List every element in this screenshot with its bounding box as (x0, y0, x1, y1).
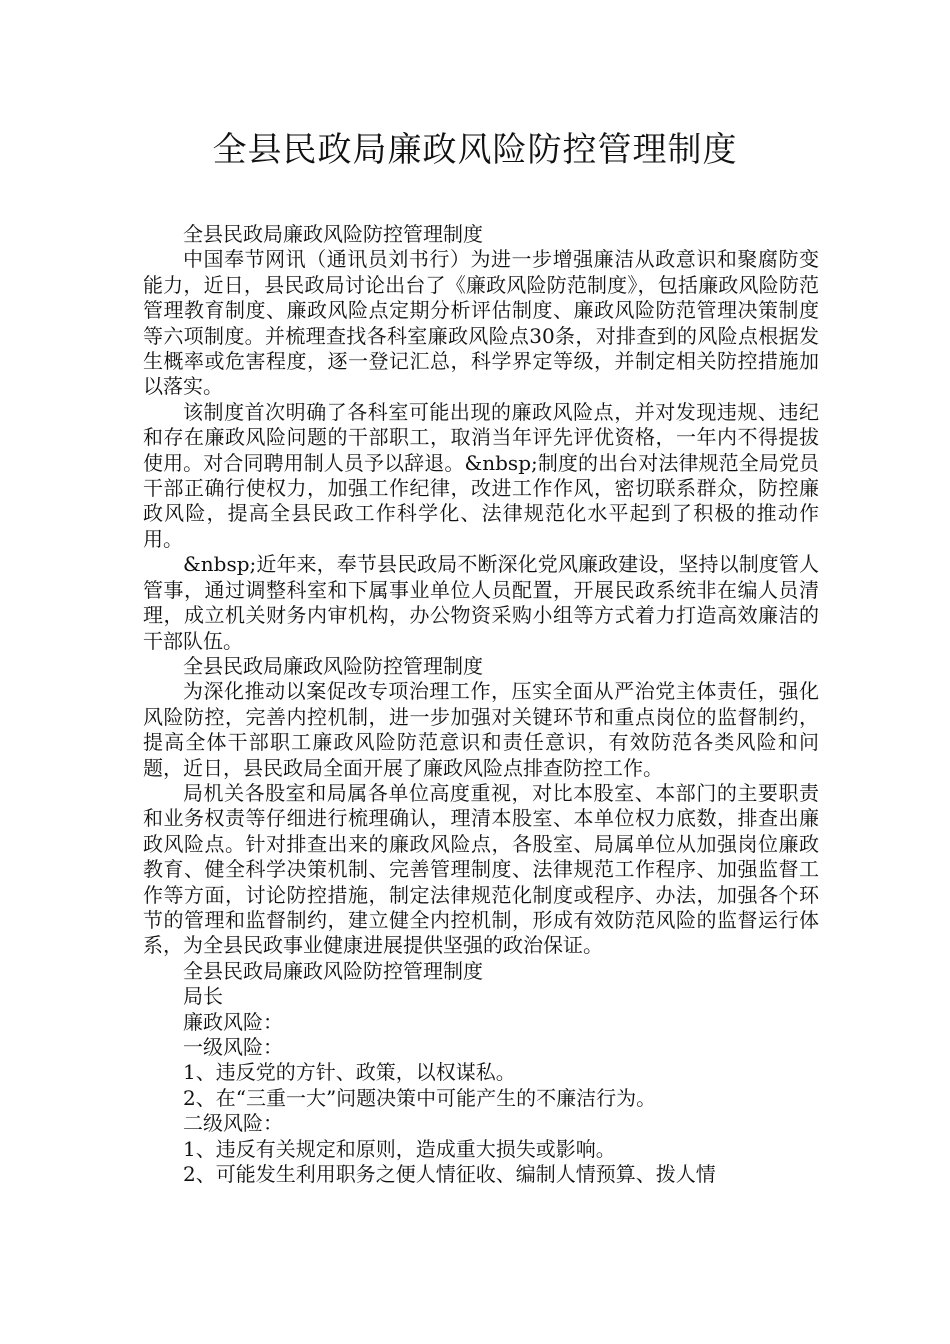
paragraph: 为深化推动以案促改专项治理工作，压实全面从严治党主体责任，强化风险防控，完善内控机制，进一步加强对关键环节和重点岗位的监督制约，提高全体干部职工廉政风险防范意识和责任意识，有效防范各类风险和问题，近日，县民政局全面开展了廉政风险点排查防控工作。 (143, 679, 819, 780)
paragraph: 2、在“三重一大”问题决策中可能产生的不廉洁行为。 (183, 1085, 657, 1110)
document-title: 全县民政局廉政风险防控管理制度 (212, 130, 738, 170)
paragraph: 1、违反有关规定和原则，造成重大损失或影响。 (183, 1136, 616, 1161)
paragraph: 局机关各股室和局属各单位高度重视，对比本股室、本部门的主要职责和业务权责等仔细进行梳理确认，理清本股室、本单位权力底数，排查出廉政风险点。针对排查出来的廉政风险点，各股室、局属单位从加强岗位廉政教育、健全科学决策机制、完善管理制度、法律规范工作程序、加强监督工作等方面，讨论防控措施，制定法律规范化制度或程序、办法，加强各个环节的管理和监督制约，建立健全内控机制，形成有效防范风险的监督运行体系，为全县民政事业健康进展提供坚强的政治保证。 (143, 780, 819, 958)
paragraph: 局长 (183, 984, 223, 1009)
paragraph: 全县民政局廉政风险防控管理制度 (183, 222, 483, 246)
paragraph: 2、可能发生利用职务之便人情征收、编制人情预算、拨人情 (183, 1162, 716, 1187)
paragraph: 该制度首次明确了各科室可能出现的廉政风险点，并对发现违规、违纪和存在廉政风险问题的干部职工，取消当年评先评优资格，一年内不得提拔使用。对合同聘用制人员予以辞退。&nbsp;制度的出台对法律规范全局党员干部正确行使权力，加强工作纪律，改进工作作风，密切联系群众，防控廉政风险，提高全县民政工作科学化、法律规范化水平起到了积极的推动作用。 (143, 399, 819, 551)
paragraph: 1、违反党的方针、政策，以权谋私。 (183, 1060, 516, 1085)
paragraph: 全县民政局廉政风险防控管理制度 (183, 653, 483, 678)
paragraph: 全县民政局廉政风险防控管理制度 (183, 958, 483, 983)
document-body (143, 222, 819, 1187)
paragraph: 中国奉节网讯（通讯员刘书行）为进一步增强廉洁从政意识和聚腐防变能力，近日，县民政局讨论出台了《廉政风险防范制度》，包括廉政风险防范管理教育制度、廉政风险点定期分析评估制度、廉政风险防范管理决策制度等六项制度。并梳理查找各科室廉政风险点30条，对排查到的风险点根据发生概率或危害程度，逐一登记汇总，科学界定等级，并制定相关防控措施加以落实。 (143, 247, 819, 399)
paragraph: 一级风险： (183, 1035, 283, 1059)
paragraph: &nbsp;近年来，奉节县民政局不断深化党风廉政建设，坚持以制度管人管事，通过调整科室和下属事业单位人员配置，开展民政系统非在编人员清理，成立机关财务内审机构，办公物资采购小组等方式着力打造高效廉洁的干部队伍。 (143, 552, 819, 653)
paragraph: 二级风险： (183, 1111, 283, 1136)
paragraph: 廉政风险： (183, 1009, 283, 1034)
